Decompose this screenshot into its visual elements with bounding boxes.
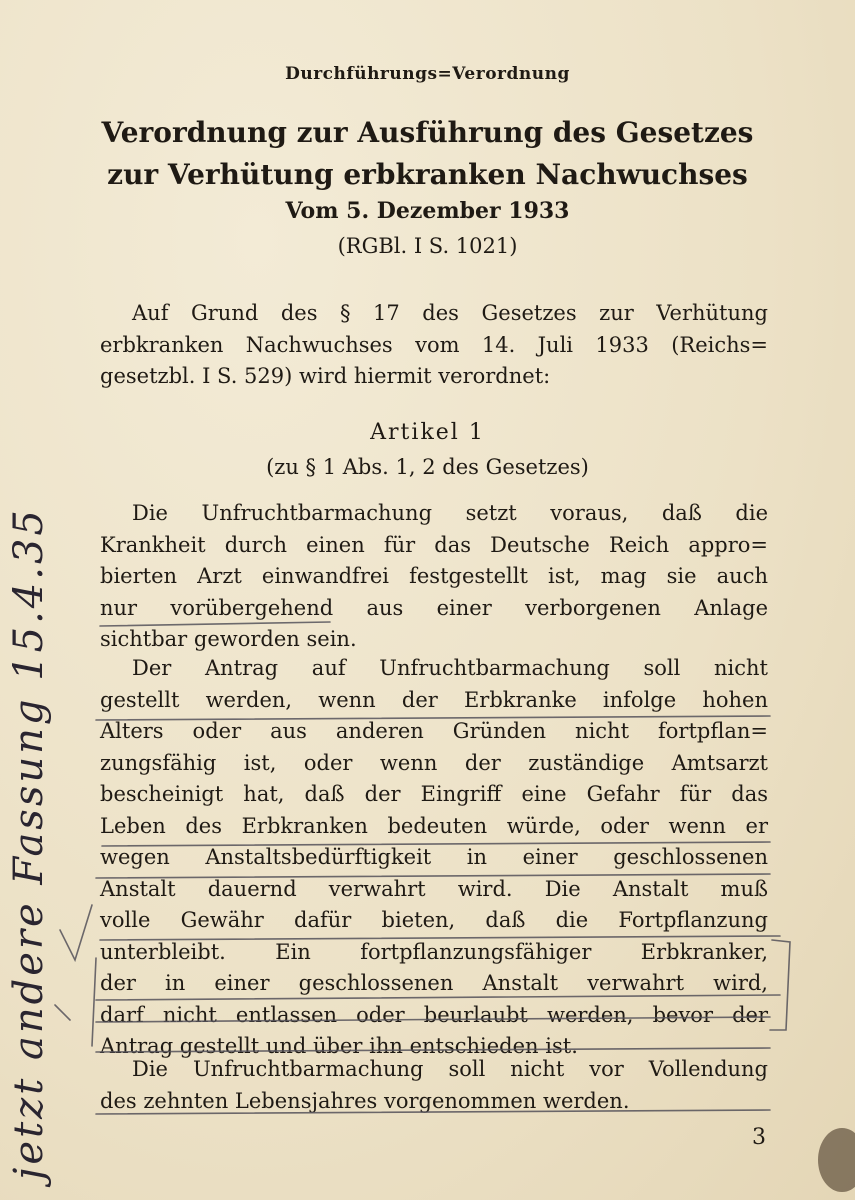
pencil-bracket <box>770 940 790 1030</box>
text-line: des zehnten Lebensjahres vorgenommen werden. <box>100 1088 630 1113</box>
article-title: Artikel 1 <box>370 420 485 445</box>
document-date: Vom 5. Dezember 1933 <box>285 198 570 224</box>
text-line: bierten Arzt einwandfrei festgestellt ist, mag sie auch <box>100 564 768 588</box>
page-number: 3 <box>752 1125 766 1150</box>
title-line-2: zur Verhütung erbkranken Nachwuchses <box>107 158 748 191</box>
ink-stain <box>818 1128 855 1192</box>
text-line: wegen Anstaltsbedürftigkeit in einer geschlossenen <box>100 845 768 869</box>
text-line: zungsfähig ist, oder wenn der zuständige Amtsarzt <box>100 750 768 775</box>
text-line: Die Unfruchtbarmachung setzt voraus, daß die <box>132 501 768 525</box>
text-line: Alters oder aus anderen Gründen nicht fortpflan= <box>100 719 768 743</box>
pencil-arrow <box>55 1005 70 1020</box>
text-line: unterbleibt. Ein fortpflanzungsfähiger Erbkranker, <box>100 939 768 964</box>
intro-paragraph <box>100 298 768 393</box>
pencil-bracket <box>92 958 96 1046</box>
text-line: darf nicht entlassen oder beurlaubt werden, bevor der <box>100 1002 768 1027</box>
text-line: sichtbar geworden sein. <box>100 627 357 651</box>
document-reference: (RGBl. I S. 1021) <box>337 234 518 258</box>
text-line: Die Unfruchtbarmachung soll nicht vor Vollendung <box>132 1057 768 1081</box>
text-line: gestellt werden, wenn der Erbkranke infolge hohen <box>100 687 768 712</box>
text-line: nur vorübergehend aus einer verborgenen Anlage <box>100 595 768 620</box>
paragraph-1 <box>100 498 768 656</box>
pencil-checkmark <box>60 905 92 960</box>
text-line: volle Gewähr dafür bieten, daß die Fortpflanzung <box>100 908 768 932</box>
handwritten-note: jetzt andere Fassung 15.4.35 <box>6 507 52 1180</box>
text-line: Antrag gestellt und über ihn entschieden ist. <box>100 1034 578 1058</box>
text-line: erbkranken Nachwuchses vom 14. Juli 1933 (Reichs= <box>100 332 768 357</box>
text-line: bescheinigt hat, daß der Eingriff eine Gefahr für das <box>100 782 768 806</box>
document-title <box>0 112 855 196</box>
title-line-1: Verordnung zur Ausführung des Gesetzes <box>101 116 754 149</box>
text-line: Der Antrag auf Unfruchtbarmachung soll nicht <box>132 656 768 680</box>
paragraph-3 <box>100 1054 768 1117</box>
text-line: Leben des Erbkranken bedeuten würde, oder wenn er <box>100 813 768 838</box>
text-line: gesetzbl. I S. 529) wird hiermit verordnet: <box>100 364 551 388</box>
text-line: Anstalt dauernd verwahrt wird. Die Anstalt muß <box>100 876 768 901</box>
document-kicker: Durchführungs=Verordnung <box>285 64 570 84</box>
article-subtitle: (zu § 1 Abs. 1, 2 des Gesetzes) <box>266 455 589 479</box>
text-line: Auf Grund des § 17 des Gesetzes zur Verhütung <box>132 301 768 325</box>
paragraph-2 <box>100 653 768 1063</box>
text-line: Krankheit durch einen für das Deutsche Reich appro= <box>100 532 768 557</box>
text-line: der in einer geschlossenen Anstalt verwahrt wird, <box>100 971 768 995</box>
